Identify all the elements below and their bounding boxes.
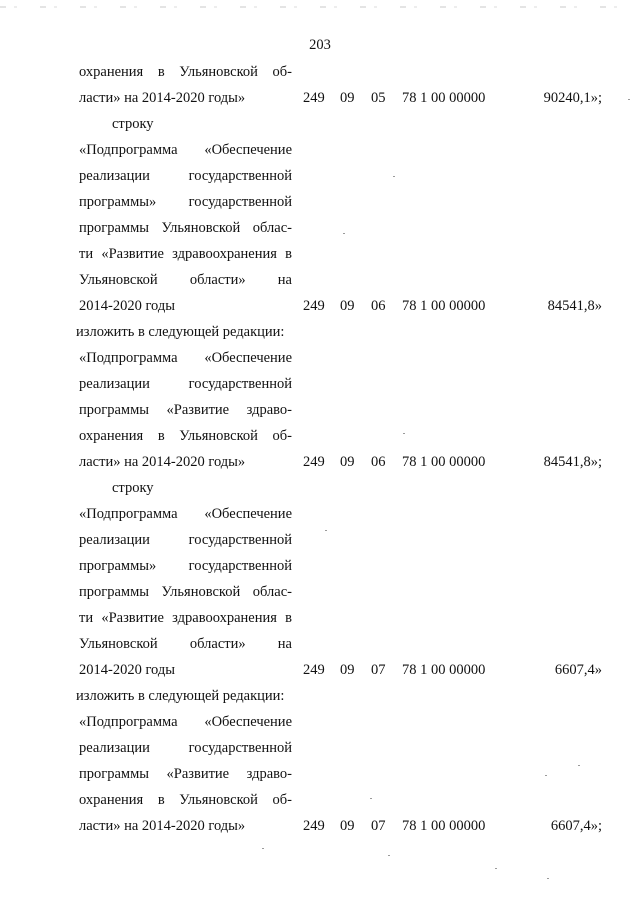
instruction-text: изложить в следующей редакции: bbox=[76, 688, 285, 704]
text-line: ласти» на 2014-2020 годы» bbox=[79, 454, 246, 470]
text-line: охранения в Ульяновской об- bbox=[79, 64, 292, 80]
code-pr: 07 bbox=[371, 662, 386, 678]
code-pr: 06 bbox=[371, 454, 386, 470]
text-line: «Подпрограмма «Обеспечение bbox=[79, 350, 292, 366]
scan-speck bbox=[545, 775, 547, 776]
code-cs: 78 1 00 00000 bbox=[402, 818, 486, 834]
code-gr: 249 bbox=[303, 90, 325, 106]
text-line: ти «Развитие здравоохранения в bbox=[79, 610, 292, 626]
text-line: программы» государственной bbox=[79, 558, 292, 574]
scan-speck bbox=[343, 233, 345, 234]
scan-speck bbox=[325, 530, 327, 531]
text-line: реализации государственной bbox=[79, 376, 292, 392]
code-rz: 09 bbox=[340, 454, 355, 470]
code-cs: 78 1 00 00000 bbox=[402, 662, 486, 678]
amount: 6607,4» bbox=[554, 662, 602, 678]
scan-speck bbox=[495, 868, 497, 869]
code-pr: 05 bbox=[371, 90, 386, 106]
text-line: 2014-2020 годы bbox=[79, 662, 175, 678]
text-line: охранения в Ульяновской об- bbox=[79, 792, 292, 808]
code-gr: 249 bbox=[303, 818, 325, 834]
scan-speck bbox=[403, 433, 405, 434]
text-line: ти «Развитие здравоохранения в bbox=[79, 246, 292, 262]
code-pr: 06 bbox=[371, 298, 386, 314]
code-rz: 09 bbox=[340, 818, 355, 834]
code-pr: 07 bbox=[371, 818, 386, 834]
code-rz: 09 bbox=[340, 90, 355, 106]
text-line: программы Ульяновской облас- bbox=[79, 220, 292, 236]
text-line: реализации государственной bbox=[79, 532, 292, 548]
scan-top-edge-noise bbox=[0, 6, 640, 8]
code-cs: 78 1 00 00000 bbox=[402, 298, 486, 314]
scan-speck bbox=[370, 798, 372, 799]
text-line: программы Ульяновской облас- bbox=[79, 584, 292, 600]
text-line: охранения в Ульяновской об- bbox=[79, 428, 292, 444]
text-line: ласти» на 2014-2020 годы» bbox=[79, 90, 246, 106]
amount: 84541,8» bbox=[547, 298, 602, 314]
instruction-text: строку bbox=[112, 480, 154, 496]
code-cs: 78 1 00 00000 bbox=[402, 454, 486, 470]
text-line: «Подпрограмма «Обеспечение bbox=[79, 142, 292, 158]
scan-speck bbox=[388, 855, 390, 856]
text-line: Ульяновской области» на bbox=[79, 272, 292, 288]
text-line: ласти» на 2014-2020 годы» bbox=[79, 818, 246, 834]
text-line: реализации государственной bbox=[79, 168, 292, 184]
scan-speck bbox=[547, 878, 549, 879]
scan-speck bbox=[262, 848, 264, 849]
text-line: программы «Развитие здраво- bbox=[79, 766, 292, 782]
code-cs: 78 1 00 00000 bbox=[402, 90, 486, 106]
scan-speck bbox=[393, 176, 395, 177]
text-line: «Подпрограмма «Обеспечение bbox=[79, 506, 292, 522]
text-line: Ульяновской области» на bbox=[79, 636, 292, 652]
amount: 6607,4»; bbox=[550, 818, 602, 834]
instruction-text: строку bbox=[112, 116, 154, 132]
code-rz: 09 bbox=[340, 662, 355, 678]
text-line: реализации государственной bbox=[79, 740, 292, 756]
text-line: «Подпрограмма «Обеспечение bbox=[79, 714, 292, 730]
code-gr: 249 bbox=[303, 662, 325, 678]
scan-speck bbox=[578, 765, 580, 766]
page-number: 203 bbox=[309, 37, 331, 53]
scan-speck bbox=[628, 99, 630, 100]
code-gr: 249 bbox=[303, 298, 325, 314]
amount: 84541,8»; bbox=[543, 454, 602, 470]
text-line: программы» государственной bbox=[79, 194, 292, 210]
code-rz: 09 bbox=[340, 298, 355, 314]
amount: 90240,1»; bbox=[543, 90, 602, 106]
code-gr: 249 bbox=[303, 454, 325, 470]
instruction-text: изложить в следующей редакции: bbox=[76, 324, 285, 340]
text-line: 2014-2020 годы bbox=[79, 298, 175, 314]
text-line: программы «Развитие здраво- bbox=[79, 402, 292, 418]
